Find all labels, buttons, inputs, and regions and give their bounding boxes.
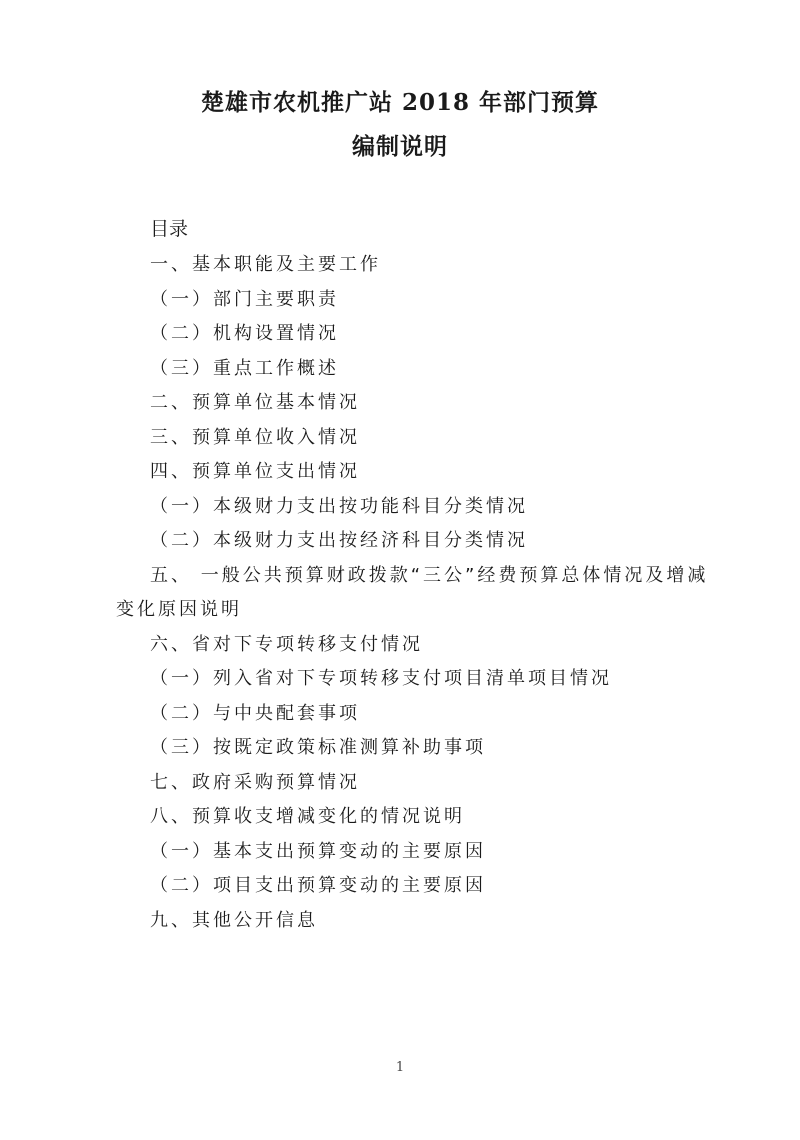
toc-item: 一、基本职能及主要工作 [150, 254, 381, 275]
toc-item: （二）本级财力支出按经济科目分类情况 [150, 530, 528, 551]
toc-item: 三、预算单位收入情况 [150, 426, 360, 448]
toc-item: 六、省对下专项转移支付情况 [150, 633, 423, 655]
toc-item: （一）基本支出预算变动的主要原因 [150, 840, 486, 862]
toc-item: 二、预算单位基本情况 [150, 392, 360, 413]
toc-heading: 目录 [150, 218, 189, 240]
toc-item: （一）本级财力支出按功能科目分类情况 [150, 495, 528, 517]
toc-item-continuation: 变化原因说明 [116, 599, 242, 620]
document-subtitle: 编制说明 [352, 133, 448, 160]
toc-item: （一）列入省对下专项转移支付项目清单项目情况 [150, 668, 612, 689]
page-number: 1 [395, 1060, 405, 1075]
toc-item: （二）项目支出预算变动的主要原因 [150, 875, 486, 896]
toc-item: 八、预算收支增减变化的情况说明 [150, 806, 465, 827]
toc-item: （二）机构设置情况 [150, 323, 339, 344]
toc-item: 五、 一般公共预算财政拨款“三公”经费预算总体情况及增减 [150, 564, 709, 586]
toc-item: 七、政府采购预算情况 [150, 771, 360, 793]
toc-item: （一）部门主要职责 [150, 288, 339, 310]
document-title: 楚雄市农机推广站 2018 年部门预算 [200, 89, 600, 116]
table-of-contents [0, 248, 800, 938]
toc-item: （二）与中央配套事项 [150, 702, 360, 724]
toc-item: （三）重点工作概述 [150, 357, 339, 379]
toc-item: （三）按既定政策标准测算补助事项 [150, 737, 486, 758]
toc-item: 九、其他公开信息 [150, 909, 318, 931]
toc-item: 四、预算单位支出情况 [150, 461, 360, 482]
